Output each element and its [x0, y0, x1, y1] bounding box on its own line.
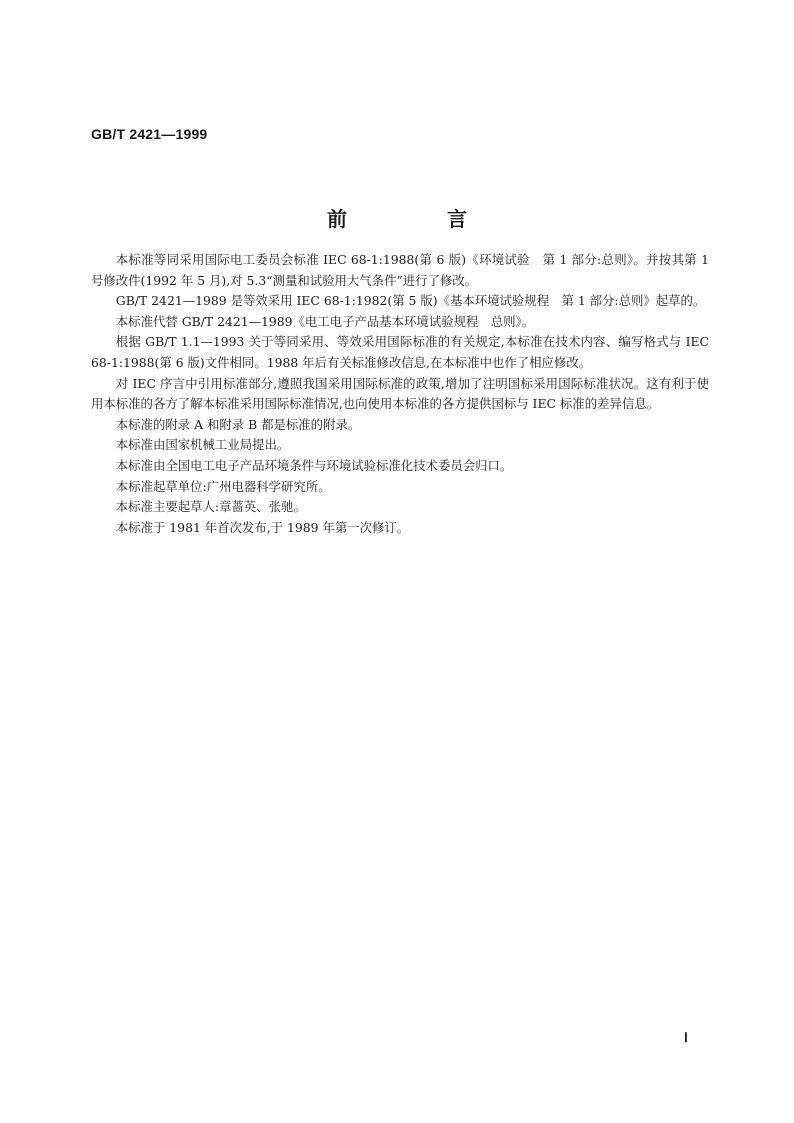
paragraph-4: 根据 GB/T 1.1—1993 关于等同采用、等效采用国际标准的有关规定,本标准在技术内容、编写格式与 IEC 68-1:1988(第 6 版)文件相同。1988 年后有关标准修改信息,在本标准中也作了相应修改。 — [91, 334, 709, 370]
page-title: 前 言 — [327, 207, 507, 231]
paragraph-2: GB/T 2421—1989 是等效采用 IEC 68-1:1982(第 5 版)《基本环境试验规程 第 1 部分:总则》起草的。 — [115, 293, 706, 309]
paragraph-11: 本标准于 1981 年首次发布,于 1989 年第一次修订。 — [115, 519, 410, 535]
paragraph-9: 本标准起草单位:广州电器科学研究所。 — [115, 478, 331, 494]
page-number: Ⅰ — [684, 1030, 688, 1045]
paragraph-6: 本标准的附录 A 和附录 B 都是标准的附录。 — [115, 416, 361, 432]
paragraph-5: 对 IEC 序言中引用标准部分,遵照我国采用国际标准的政策,增加了注明国标采用国际标准状况。这有利于使用本标准的各方了解本标准采用国际标准情况,也向使用本标准的各方提供国标与 IEC 标准的差异信息。 — [91, 375, 709, 412]
foreword-body — [91, 250, 709, 538]
paragraph-8: 本标准由全国电工电子产品环境条件与环境试验标准化技术委员会归口。 — [115, 457, 513, 473]
paragraph-1: 本标准等同采用国际电工委员会标准 IEC 68-1:1988(第 6 版)《环境试验 第 1 部分:总则》。并按其第 1 号修改件(1992 年 5 月),对 5.3“测量和试验用大气条件”进行了修改。 — [91, 252, 709, 288]
paragraph-10: 本标准主要起草人:章蔷英、张驰。 — [115, 499, 306, 515]
paragraph-3: 本标准代替 GB/T 2421—1989《电工电子产品基本环境试验规程 总则》。 — [115, 313, 535, 329]
standard-code: GB/T 2421—1999 — [91, 126, 208, 142]
paragraph-7: 本标准由国家机械工业局提出。 — [115, 437, 290, 453]
